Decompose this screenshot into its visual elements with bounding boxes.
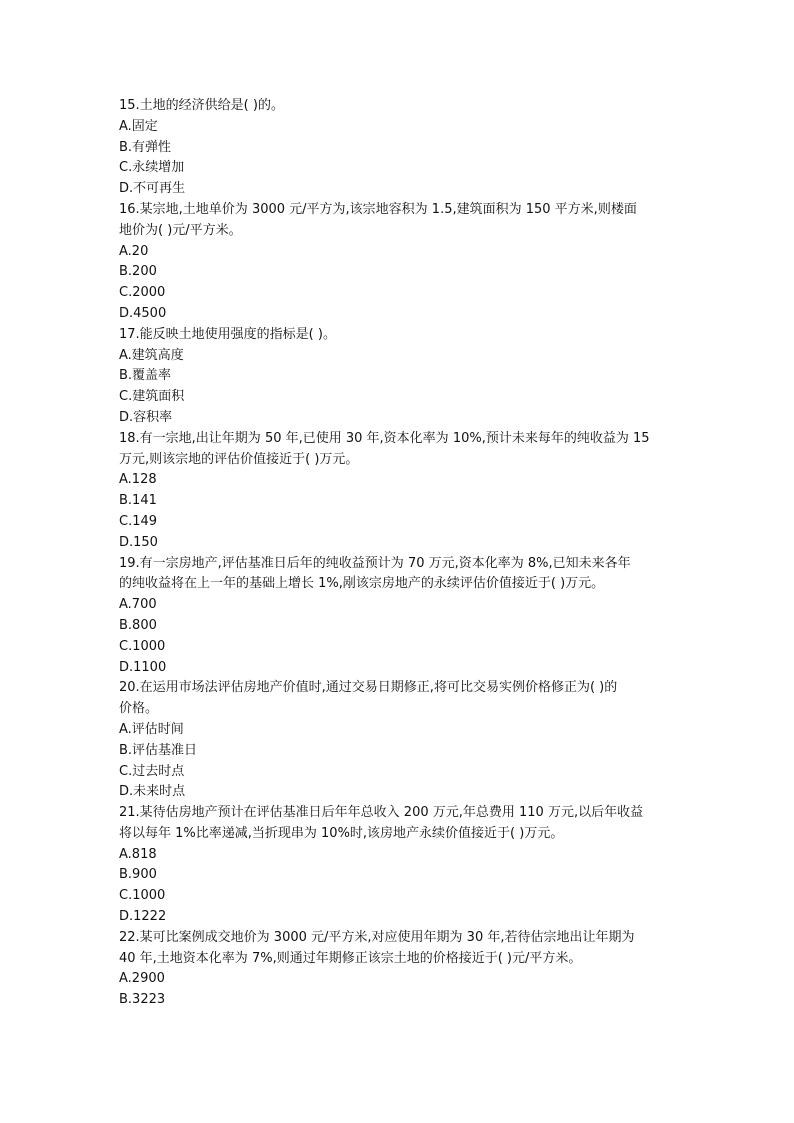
question-stem: 18.有一宗地,出让年期为 50 年,已使用 30 年,资本化率为 10%,预计未来每年的纯收益为 15 (119, 430, 650, 446)
question-16 (119, 200, 679, 325)
question-stem: 17.能反映土地使用强度的指标是( )。 (119, 326, 336, 342)
option-b: B.3223 (119, 992, 166, 1008)
question-stem-cont: 的纯收益将在上一年的基础上增长 1%,剐该宗房地产的永续评估价值接近于( )万元。 (119, 576, 605, 592)
question-20 (119, 678, 679, 803)
option-c: C.建筑面积 (119, 389, 185, 405)
option-a: A.700 (119, 597, 157, 613)
option-c: C.过去时点 (119, 763, 185, 779)
question-stem: 16.某宗地,土地单价为 3000 元/平方为,该宗地容积为 1.5,建筑面积为 150 平方米,则楼面 (119, 201, 637, 217)
option-a: A.评估时间 (119, 721, 184, 737)
question-stem-cont: 地价为( )元/平方米。 (119, 222, 242, 238)
question-21 (119, 803, 679, 928)
question-stem: 20.在运用市场法评估房地产价值时,通过交易日期修正,将可比交易实例价格修正为( )的 (119, 680, 618, 696)
option-d: D.1222 (119, 909, 167, 925)
question-stem: 22.某可比案例成交地价为 3000 元/平方米,对应使用年期为 30 年,若待估宗地出让年期为 (119, 929, 635, 945)
option-b: B.200 (119, 264, 157, 280)
option-d: D.1100 (119, 659, 167, 675)
option-c: C.2000 (119, 285, 166, 301)
option-c: C.1000 (119, 638, 166, 654)
option-d: D.150 (119, 534, 158, 550)
question-17 (119, 325, 679, 429)
question-stem: 15.土地的经济供给是( )的。 (119, 98, 284, 113)
option-d: D.4500 (119, 305, 167, 321)
option-b: B.800 (119, 617, 157, 633)
question-stem-cont: 40 年,土地资本化率为 7%,则通过年期修正该宗土地的价格接近于( )元/平方米。 (119, 950, 582, 966)
question-list (119, 96, 679, 1011)
question-stem: 19.有一宗房地产,评估基准日后年的纯收益预计为 70 万元,资本化率为 8%,已知未来各年 (119, 555, 631, 571)
option-a: A.818 (119, 846, 157, 862)
option-b: B.覆盖率 (119, 368, 172, 384)
option-a: A.20 (119, 243, 149, 259)
question-22 (119, 928, 679, 1011)
option-a: A.建筑高度 (119, 347, 184, 363)
question-stem-cont: 价格。 (119, 701, 159, 717)
option-c: C.1000 (119, 888, 166, 904)
option-a: A.2900 (119, 971, 165, 987)
option-b: B.900 (119, 867, 157, 883)
option-c: C.149 (119, 513, 158, 529)
option-c: C.永续增加 (119, 160, 185, 176)
option-d: D.容积率 (119, 409, 173, 425)
option-a: A.128 (119, 472, 157, 488)
question-19 (119, 554, 679, 679)
option-d: D.不可再生 (119, 181, 186, 197)
question-stem-cont: 将以每年 1%比率递减,当折现串为 10%时,该房地产永续价值接近于( )万元。 (119, 825, 564, 841)
option-b: B.141 (119, 493, 157, 509)
question-stem: 21.某待估房地产预计在评估基准日后年年总收入 200 万元,年总费用 110 万元,以后年收益 (119, 805, 644, 821)
option-b: B.评估基准日 (119, 742, 198, 758)
option-d: D.未来时点 (119, 784, 186, 800)
question-18 (119, 429, 679, 554)
question-15 (119, 96, 679, 200)
question-stem-cont: 万元,则该宗地的评估价值接近于( )万元。 (119, 451, 359, 467)
option-a: A.固定 (119, 118, 158, 134)
option-b: B.有弹性 (119, 139, 172, 155)
